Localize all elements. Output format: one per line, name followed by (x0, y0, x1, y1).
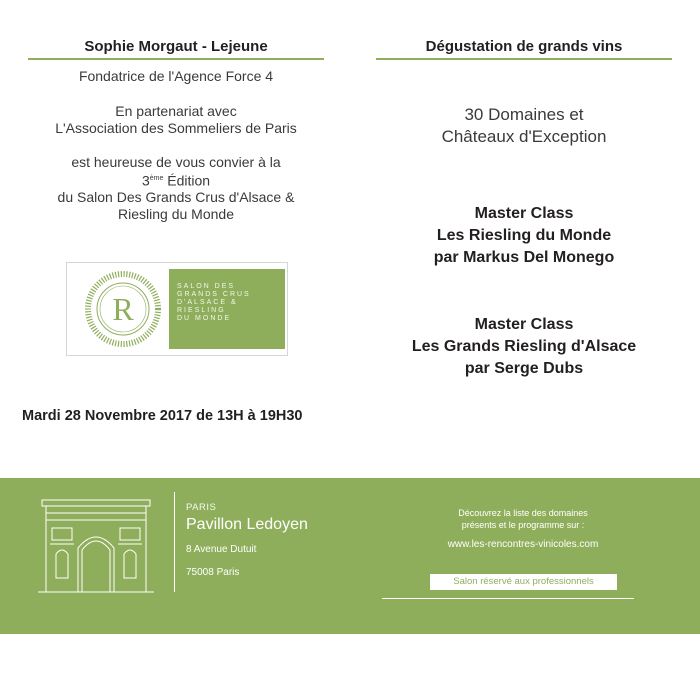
edition-number: 3 (141, 172, 150, 189)
right-divider (376, 58, 672, 60)
venue-name: Pavillon Ledoyen (186, 516, 308, 533)
venue-address-street: 8 Avenue Dutuit (186, 544, 257, 555)
domaines-line2: Châteaux d'Exception (441, 127, 607, 146)
edition-line (28, 170, 324, 190)
discover-line2: présents et le programme sur : (461, 520, 585, 530)
logo-text-line: DU MONDE (177, 315, 232, 322)
logo-wordmark (177, 283, 281, 323)
host-name: Sophie Morgaut - Lejeune (84, 38, 268, 55)
website-link[interactable]: www.les-rencontres-vinicoles.com (447, 539, 599, 550)
riesling-seal-icon (83, 269, 163, 349)
host-role: Fondatrice de l'Agence Force 4 (78, 68, 274, 84)
partner-line2: L'Association des Sommeliers de Paris (55, 120, 297, 136)
discover-text (418, 507, 628, 531)
masterclass1-line2: par Markus Del Monego (433, 249, 615, 266)
footer-underline (382, 598, 634, 599)
logo-text-line: RIESLING (177, 307, 226, 314)
logo-text-line: SALON DES (177, 283, 236, 290)
logo-text-line: D'ALSACE & (177, 299, 238, 306)
event-date: Mardi 28 Novembre 2017 de 13H à 19H30 (22, 408, 303, 424)
left-divider (28, 58, 324, 60)
discover-line1: Découvrez la liste des domaines (458, 508, 588, 518)
logo-letter: R (112, 291, 134, 327)
partner-line1: En partenariat avec (115, 103, 237, 119)
salon-line1: du Salon Des Grands Crus d'Alsace & (57, 189, 295, 205)
logo-panel (169, 269, 285, 349)
edition-word: Édition (163, 172, 211, 189)
edition-sup: ème (149, 175, 164, 182)
masterclass1-title: Master Class (474, 205, 574, 222)
logo-text-line: GRANDS CRUS (177, 291, 251, 298)
masterclass1-line1: Les Riesling du Monde (436, 227, 612, 244)
masterclass2-line2: par Serge Dubs (464, 360, 584, 377)
venue-address-postcode: 75008 Paris (186, 567, 240, 578)
venue-city: PARIS (186, 502, 217, 513)
masterclass2-line1: Les Grands Riesling d'Alsace (411, 338, 637, 355)
arc-de-triomphe-icon (34, 492, 158, 596)
invite-line: est heureuse de vous convier à la (71, 154, 281, 170)
professionals-only-badge: Salon réservé aux professionnels (430, 574, 617, 590)
domaines-line1: 30 Domaines et (464, 105, 584, 124)
masterclass2-title: Master Class (474, 316, 574, 333)
footer-divider (174, 492, 175, 592)
tasting-heading: Dégustation de grands vins (425, 38, 623, 55)
salon-logo (66, 262, 288, 356)
salon-line2: Riesling du Monde (118, 206, 234, 222)
